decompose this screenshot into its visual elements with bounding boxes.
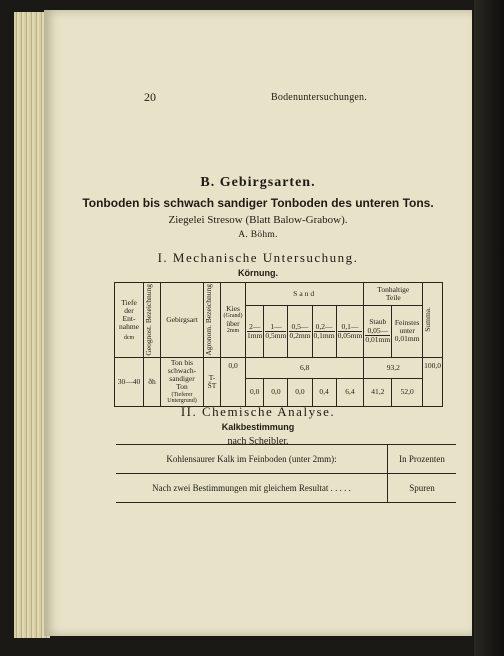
header-sand-3: 0,5— 0,2mm <box>288 306 312 358</box>
locality: Ziegelei Stresow (Blatt Balow-Grabow). <box>168 214 348 226</box>
chem-label: Kohlensaurer Kalk im Feinboden (unter 2mm): <box>116 445 388 474</box>
section2-subtitle: Kalkbestimmung <box>221 422 295 432</box>
table-row <box>116 474 456 503</box>
header-finest: Feinstes unter 0,01mm <box>392 306 423 358</box>
header-clay: Tonhaltige Teile <box>364 283 423 306</box>
header-sand-1: 2— 1mm <box>246 306 264 358</box>
book-edge-right <box>474 0 504 656</box>
header-agro: Agronom. Bezeichnung <box>204 283 221 358</box>
cell-silt: 41,2 <box>364 379 392 407</box>
cell-sand-1: 0,0 <box>246 379 264 407</box>
chem-label: Nach zwei Bestimmungen mit gleichem Resultat . . . . . <box>116 474 388 503</box>
chemical-table <box>116 444 456 503</box>
cell-sand-3: 0,0 <box>288 379 312 407</box>
page-number: 20 <box>144 90 156 104</box>
section2-title: II. Chemische Analyse. <box>180 404 336 419</box>
book-page <box>44 10 472 636</box>
section2-method: nach Scheibler. <box>227 436 289 447</box>
header-sand-2: 1— 0,5mm <box>264 306 288 358</box>
header-depth: Tiefe der Ent- nahme dcm <box>115 283 144 358</box>
header-sand: Sand <box>246 283 364 306</box>
table-row <box>116 445 456 474</box>
section1-subtitle: Körnung. <box>238 268 278 278</box>
cell-rock: Ton bis schwach- sandiger Ton (Tieferer Untergrund) <box>161 357 204 406</box>
cell-sand-2: 0,0 <box>264 379 288 407</box>
cell-geol: ðh <box>144 357 161 406</box>
header-rock: Gebirgsart <box>161 283 204 358</box>
section-heading: B. Gebirgsarten. <box>200 175 316 190</box>
cell-gravel: 0,0 <box>221 357 246 406</box>
cell-finest: 52,0 <box>392 379 423 407</box>
chem-value: In Prozenten <box>388 445 457 474</box>
cell-clay-total: 93,2 <box>364 357 423 378</box>
cell-agro: T-ŠT <box>204 357 221 406</box>
main-title: Tonboden bis schwach sandiger Tonboden des unteren Tons. <box>82 196 434 210</box>
header-sand-4: 0,2— 0,1mm <box>312 306 336 358</box>
header-silt: Staub 0,05— 0,01mm <box>364 306 392 358</box>
cell-sand-4: 0,4 <box>312 379 336 407</box>
header-geol: Geognost. Bezeichnung <box>144 283 161 358</box>
running-head: Bodenuntersuchungen. <box>271 92 367 103</box>
cell-depth: 30—40 <box>115 357 144 406</box>
grain-size-table <box>114 282 443 407</box>
section1-title: I. Mechanische Untersuchung. <box>157 250 359 265</box>
header-sand-5: 0,1— 0,05mm <box>336 306 364 358</box>
cell-sand-total: 6,8 <box>246 357 364 378</box>
cell-sand-5: 6,4 <box>336 379 364 407</box>
header-sum: Summa. <box>423 283 443 358</box>
header-gravel: Kies (Grand) über 2mm <box>221 283 246 358</box>
author: A. Böhm. <box>238 230 278 240</box>
chem-value: Spuren <box>388 474 457 503</box>
cell-sum: 100,0 <box>423 357 443 406</box>
